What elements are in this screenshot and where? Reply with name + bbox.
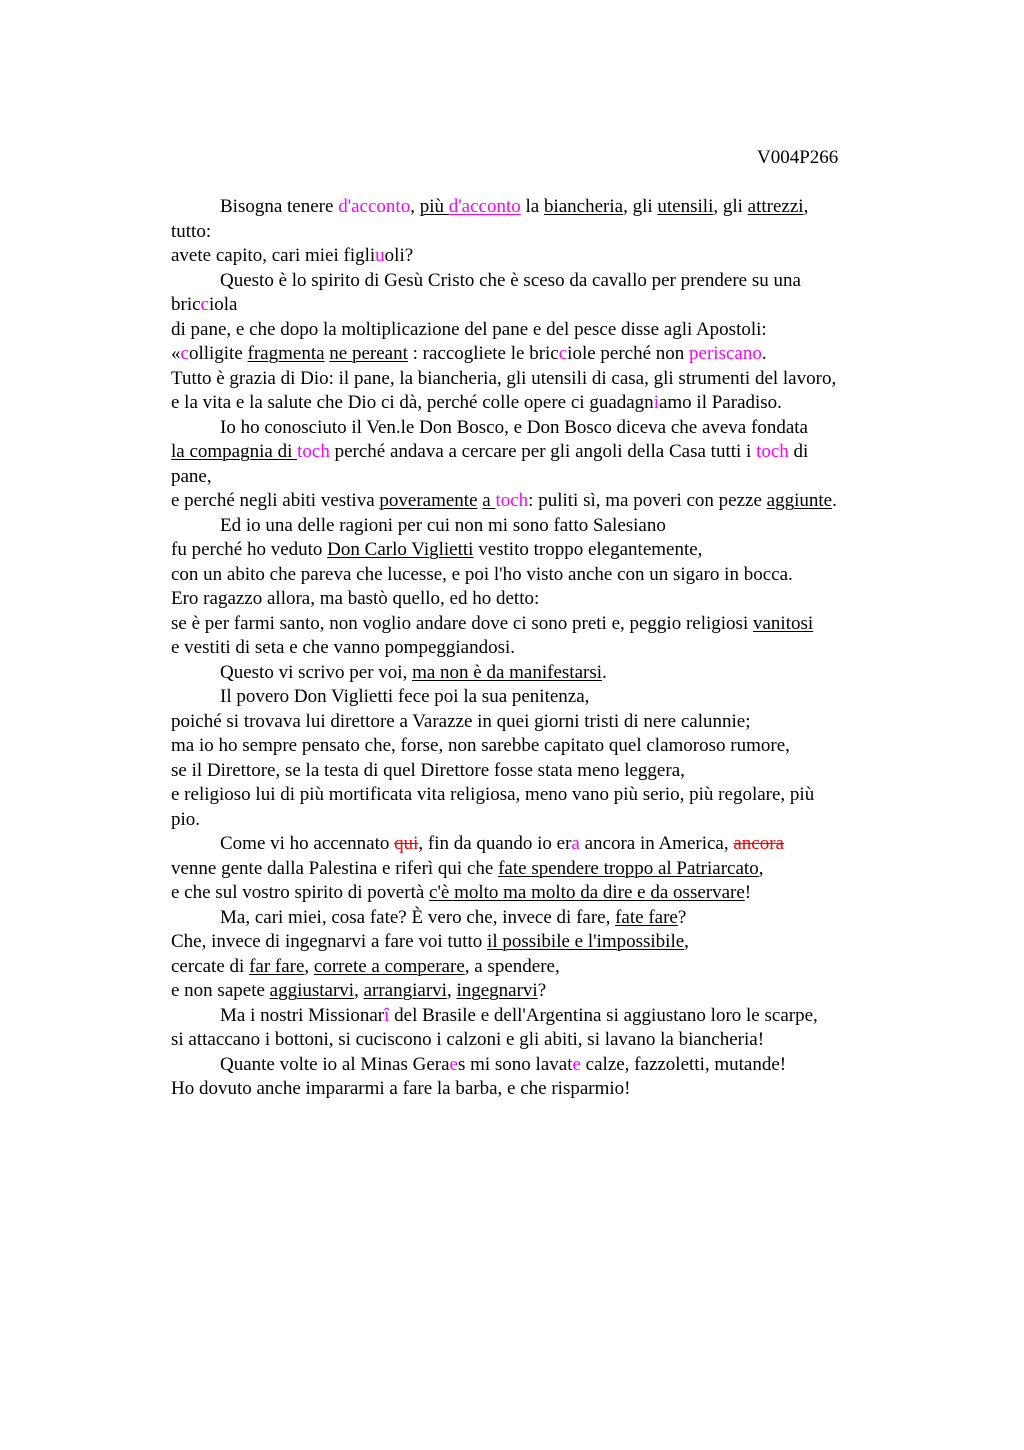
text-run: , <box>410 196 420 217</box>
text-run: e religioso lui di più mortificata vita religiosa, meno vano più serio, più regolare, più <box>171 784 815 805</box>
text-run: con un abito che pareva che lucesse, e poi l'ho visto anche con un sigaro in bocca. <box>171 563 793 585</box>
text-line <box>171 636 911 661</box>
page-identifier: V004P266 <box>757 147 839 168</box>
text-run: Quante volte io al Minas Gera <box>220 1053 450 1075</box>
inserted-text: e <box>572 1053 581 1075</box>
text-run: bric <box>171 294 201 315</box>
underlined-text: arrangiarvi <box>363 980 447 1001</box>
text-run: ? <box>537 980 547 1001</box>
text-run: vestito troppo elegantemente, <box>473 539 703 560</box>
text-run: Ed io una delle ragioni per cui non mi sono fatto Salesiano <box>220 514 666 536</box>
text-run: , <box>304 955 314 977</box>
text-run: se è per farmi santo, non voglio andare dove ci sono preti e, peggio religiosi <box>171 612 753 634</box>
deleted-text: qui <box>394 833 419 854</box>
underlined-text: far fare <box>249 955 305 977</box>
text-run: e vestiti di seta e che vanno pompeggiandosi. <box>171 637 516 658</box>
text-line <box>171 514 911 539</box>
underlined-text: fate spendere troppo al Patriarcato <box>498 857 759 879</box>
text-run: s mi sono lavat <box>457 1053 573 1075</box>
text-run: ! <box>744 882 752 903</box>
text-line <box>171 832 911 857</box>
text-run: e non sapete <box>171 980 270 1001</box>
text-run: poiché si trovava lui direttore a Varazze in quei giorni tristi di nere calunnie; <box>171 710 751 732</box>
text-run: Bisogna tenere <box>220 196 339 217</box>
underlined-text: utensili <box>657 196 714 217</box>
text-run: Tutto è grazia di Dio: il pane, la biancheria, gli utensili di casa, gli strumenti del lavoro, <box>171 367 837 389</box>
text-run: iole perché non <box>567 343 690 364</box>
inserted-text: d'acconto <box>338 196 411 217</box>
inserted-text: periscano <box>689 343 762 364</box>
text-run: cercate di <box>171 955 250 977</box>
text-run: , <box>354 980 364 1001</box>
inserted-text: a <box>571 833 580 854</box>
text-line <box>171 391 911 416</box>
text-run: amo il Paradiso. <box>658 392 782 413</box>
text-run: Ho dovuto anche impararmi a fare la barba, e che risparmio! <box>171 1078 631 1099</box>
underlined-text: poveramente <box>379 490 478 511</box>
text-line <box>171 906 911 931</box>
text-line <box>171 612 911 637</box>
text-run: di <box>788 441 809 462</box>
text-run: Ero ragazzo allora, ma bastò quello, ed ho detto: <box>171 588 540 609</box>
text-line <box>171 269 911 294</box>
inserted-text: toch <box>297 441 330 462</box>
underlined-text: aggiunte <box>766 490 833 511</box>
text-line <box>171 783 911 808</box>
text-run: fu perché ho veduto <box>171 539 328 560</box>
inserted-text: î <box>384 1004 390 1026</box>
text-line <box>171 759 911 784</box>
text-line <box>171 538 911 563</box>
text-run: , <box>446 980 457 1001</box>
underlined-text: a <box>482 490 496 511</box>
text-line <box>171 587 911 612</box>
text-run: , a spendere, <box>464 955 560 977</box>
underlined-text: ne pereant <box>329 343 408 364</box>
text-line <box>171 955 911 980</box>
text-run: e la vita e la salute che Dio ci dà, perché colle opere ci guadagn <box>171 392 654 413</box>
text-run: Il povero Don Viglietti fece poi la sua penitenza, <box>220 686 590 707</box>
text-run: : raccogliete le bric <box>407 343 559 364</box>
text-run: venne gente dalla Palestina e riferì qui che <box>171 857 499 879</box>
inserted-text: e <box>449 1053 458 1075</box>
text-run: , gli <box>713 196 748 217</box>
text-line <box>171 465 911 490</box>
inserted-text: c <box>180 343 189 364</box>
text-run: , <box>758 857 764 879</box>
text-run: di pane, e che dopo la moltiplicazione del pane e del pesce disse agli Apostoli: <box>171 318 767 340</box>
text-line <box>171 367 911 392</box>
underlined-text: ma non è da manifestarsi <box>412 661 603 683</box>
inserted-text: u <box>375 245 385 266</box>
text-line <box>171 881 911 906</box>
text-run: : puliti sì, ma poveri con pezze <box>528 490 767 511</box>
text-line <box>171 293 911 318</box>
text-run: . <box>602 661 607 683</box>
text-run: e che sul vostro spirito di povertà <box>171 882 430 903</box>
text-run: Questo vi scrivo per voi, <box>220 661 413 683</box>
text-line <box>171 342 911 367</box>
text-run: Come vi ho accennato <box>220 833 395 854</box>
text-run: pio. <box>171 808 201 830</box>
text-run: si attaccano i bottoni, si cuciscono i calzoni e gli abiti, si lavano la biancheria! <box>171 1029 765 1050</box>
text-line <box>171 808 911 833</box>
text-line <box>171 979 911 1004</box>
text-line <box>171 685 911 710</box>
text-run: perché andava a cercare per gli angoli della Casa tutti i <box>329 441 757 462</box>
letter-body <box>171 195 911 1102</box>
underlined-text: fate fare <box>615 906 678 928</box>
text-line <box>171 661 911 686</box>
text-run: , gli <box>623 196 658 217</box>
text-run: , <box>684 931 689 952</box>
underlined-text: ingegnarvi <box>456 980 538 1001</box>
text-run: se il Direttore, se la testa di quel Direttore fosse stata meno leggera, <box>171 759 685 781</box>
text-run: olligite <box>188 343 248 364</box>
text-run: Che, invece di ingegnarvi a fare voi tutto <box>171 931 488 952</box>
text-line <box>171 1053 911 1078</box>
inserted-text: d'acconto <box>448 196 521 217</box>
text-line <box>171 489 911 514</box>
text-run: , fin da quando io er <box>418 833 572 854</box>
text-line <box>171 220 911 245</box>
underlined-text: più <box>419 196 449 217</box>
inserted-text: toch <box>756 441 789 462</box>
text-run: ? <box>677 906 687 928</box>
text-run: la <box>520 196 544 217</box>
text-line <box>171 710 911 735</box>
text-run: Ma i nostri Missionar <box>220 1004 385 1026</box>
text-run: Ma, cari miei, cosa fate? È vero che, invece di fare, <box>220 906 616 928</box>
underlined-text: c'è molto ma molto da dire e da osservare <box>429 882 745 903</box>
deleted-text: ancora <box>733 833 784 854</box>
underlined-text: attrezzi <box>747 196 804 217</box>
text-line <box>171 1028 911 1053</box>
text-line <box>171 195 911 220</box>
inserted-text: toch <box>495 490 529 511</box>
underlined-text: la compagnia di <box>171 441 298 462</box>
text-run: « <box>171 343 181 364</box>
text-line <box>171 244 911 269</box>
text-line <box>171 416 911 441</box>
text-run: Questo è lo spirito di Gesù Cristo che è sceso da cavallo per prendere su una <box>220 269 801 291</box>
underlined-text: fragmenta <box>247 343 325 364</box>
inserted-text: i <box>653 392 659 413</box>
underlined-text: aggiustarvi <box>269 980 355 1001</box>
text-run: pane, <box>171 465 212 487</box>
text-run: tutto: <box>171 220 212 242</box>
text-run: del Brasile e dell'Argentina si aggiustano loro le scarpe, <box>389 1004 818 1026</box>
inserted-text: c <box>200 294 209 315</box>
text-line <box>171 930 911 955</box>
text-run: , <box>803 196 809 217</box>
underlined-text: correte a comperare <box>313 955 465 977</box>
text-run: ma io ho sempre pensato che, forse, non sarebbe capitato quel clamoroso rumore, <box>171 735 790 756</box>
text-run: avete capito, cari miei figli <box>171 245 376 266</box>
text-run: e perché negli abiti vestiva <box>171 490 380 511</box>
inserted-text: c <box>558 343 568 364</box>
text-run: calze, fazzoletti, mutande! <box>580 1053 787 1075</box>
underlined-text: Don Carlo Viglietti <box>327 539 474 560</box>
text-line <box>171 440 911 465</box>
underlined-text: biancheria <box>543 196 624 217</box>
text-run: . <box>761 343 767 364</box>
text-line <box>171 1004 911 1029</box>
text-line <box>171 857 911 882</box>
text-line <box>171 734 911 759</box>
text-line <box>171 318 911 343</box>
text-line <box>171 1077 911 1102</box>
text-run: ancora in America, <box>579 833 734 854</box>
underlined-text: il possibile e l'impossibile <box>487 931 685 952</box>
text-line <box>171 563 911 588</box>
text-run: . <box>832 490 837 511</box>
text-run: oli? <box>384 245 414 266</box>
underlined-text: vanitosi <box>752 612 814 634</box>
text-run: iola <box>208 294 238 315</box>
text-run: Io ho conosciuto il Ven.le Don Bosco, e Don Bosco diceva che aveva fondata <box>220 416 808 438</box>
